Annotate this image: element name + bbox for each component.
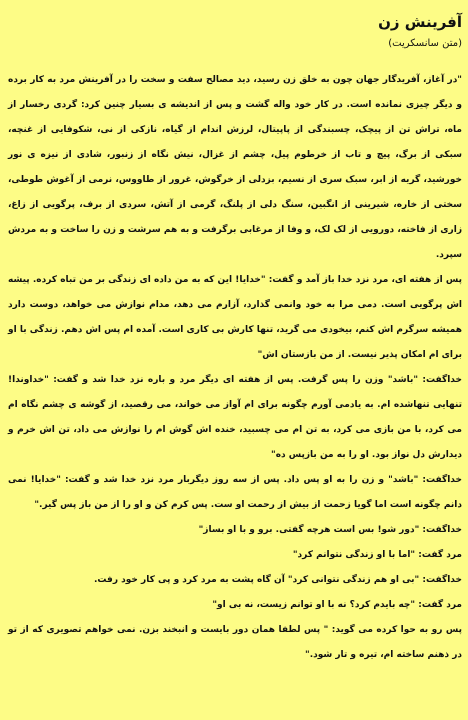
paragraph-4: خداگفت: "باشد" و زن را به او پس داد. پس از سه روز دیگربار مرد نزد خدا شد و گفت: "خدایا! نمی دانم چگونه است اما گویا زحمت از بیش از رحمت او ست. پس کرم کن و او را از من باز پس گیر." bbox=[8, 475, 462, 510]
paragraph-9: پس رو به حوا کرده می گوید: " پس لطفا همان دور بایست و انبخند بزن. نمی خواهم تصویری که از تو در ذهنم ساخته ام، تیره و تار شود." bbox=[8, 625, 462, 660]
paragraph-7: خداگفت: "بی او هم زندگی نتوانی کرد" آن گاه پشت به مرد کرد و پی کار خود رفت. bbox=[93, 575, 462, 585]
paragraph-8: مرد گفت: "چه بایدم کرد؟ نه با او توانم زیست، نه بی او" bbox=[212, 600, 462, 610]
page-subtitle: (متن سانسکریت) bbox=[388, 38, 462, 49]
paragraph-2: پس از هفته ای، مرد نزد خدا باز آمد و گفت: "خدایا! این که به من داده ای زندگی بر من تباه کرده. پیشه اش پرگویی است. دمی مرا به خود وانمی گذارد، آزارم می دهد، مدام نوازش می خواهد، دوست دارد همیشه سرگرم اش کنم، بیخودی می گرید، تنها کارش بی کاری است. آمده ام پس اش دهم. زندگی با او برای ام امکان پذیر نیست. از من بازستان اش" bbox=[8, 275, 462, 360]
paragraph-6: مرد گفت: "اما با او زندگی نتوانم کرد" bbox=[292, 550, 462, 560]
paragraph-5: خداگفت: "دور شو! بس است هرچه گفتی. برو و با او بساز" bbox=[198, 525, 462, 535]
page-title: آفرینش زن bbox=[378, 13, 462, 31]
paragraph-3: خداگفت: "باشد" وزن را پس گرفت. پس از هفته ای دیگر مرد و باره نزد خدا شد و گفت: "خداوندا! تنهایی تنهاشده ام. به یادمی آورم چگونه برای ام آواز می خواند، می رقصید، از گوشه ی چشم نگاه ام می کرد، با من بازی می کرد، به تن ام می چسبید، خنده اش گوش ام را نوازش می داد، تن اش خرم و دیدارش دل نواز بود. او را به من بازپس ده" bbox=[8, 375, 462, 460]
paragraph-1: "در آغاز، آفریدگار جهان چون به خلق زن رسید، دید مصالح سفت و سخت را در آفرینش مرد به کار برده و دیگر چیزی نمانده است. در کار خود واله گشت و پس از اندیشه ی بسیار چنین کرد: گردی رخسار از ماه، تراش تن از پیچک، چسبندگی از پاپیتال، لرزش اندام از گیاه، نازکی از نی، شکوفایی از غنچه، سبکی از برگ، پیچ و تاب از خرطوم پیل، چشم از غزال، نیش نگاه از زنبور، شادی از نیزه ی نور خورشید، گریه از ابر، سبک سری از نسیم، بزدلی از خرگوش، غرور از طاووس، نرمی از آغوش طوطی، سختی از خاره، شیرینی از انگبین، سنگ دلی از پلنگ، گرمی از آتش، سردی از برف، پرگویی از زاغ، زاری از فاخته، دورویی از لک لک، و وفا از مرغابی برگرفت و به هم سرشت و زن را ساخت و به مردش سپرد. bbox=[8, 75, 462, 260]
document-body bbox=[8, 68, 462, 668]
